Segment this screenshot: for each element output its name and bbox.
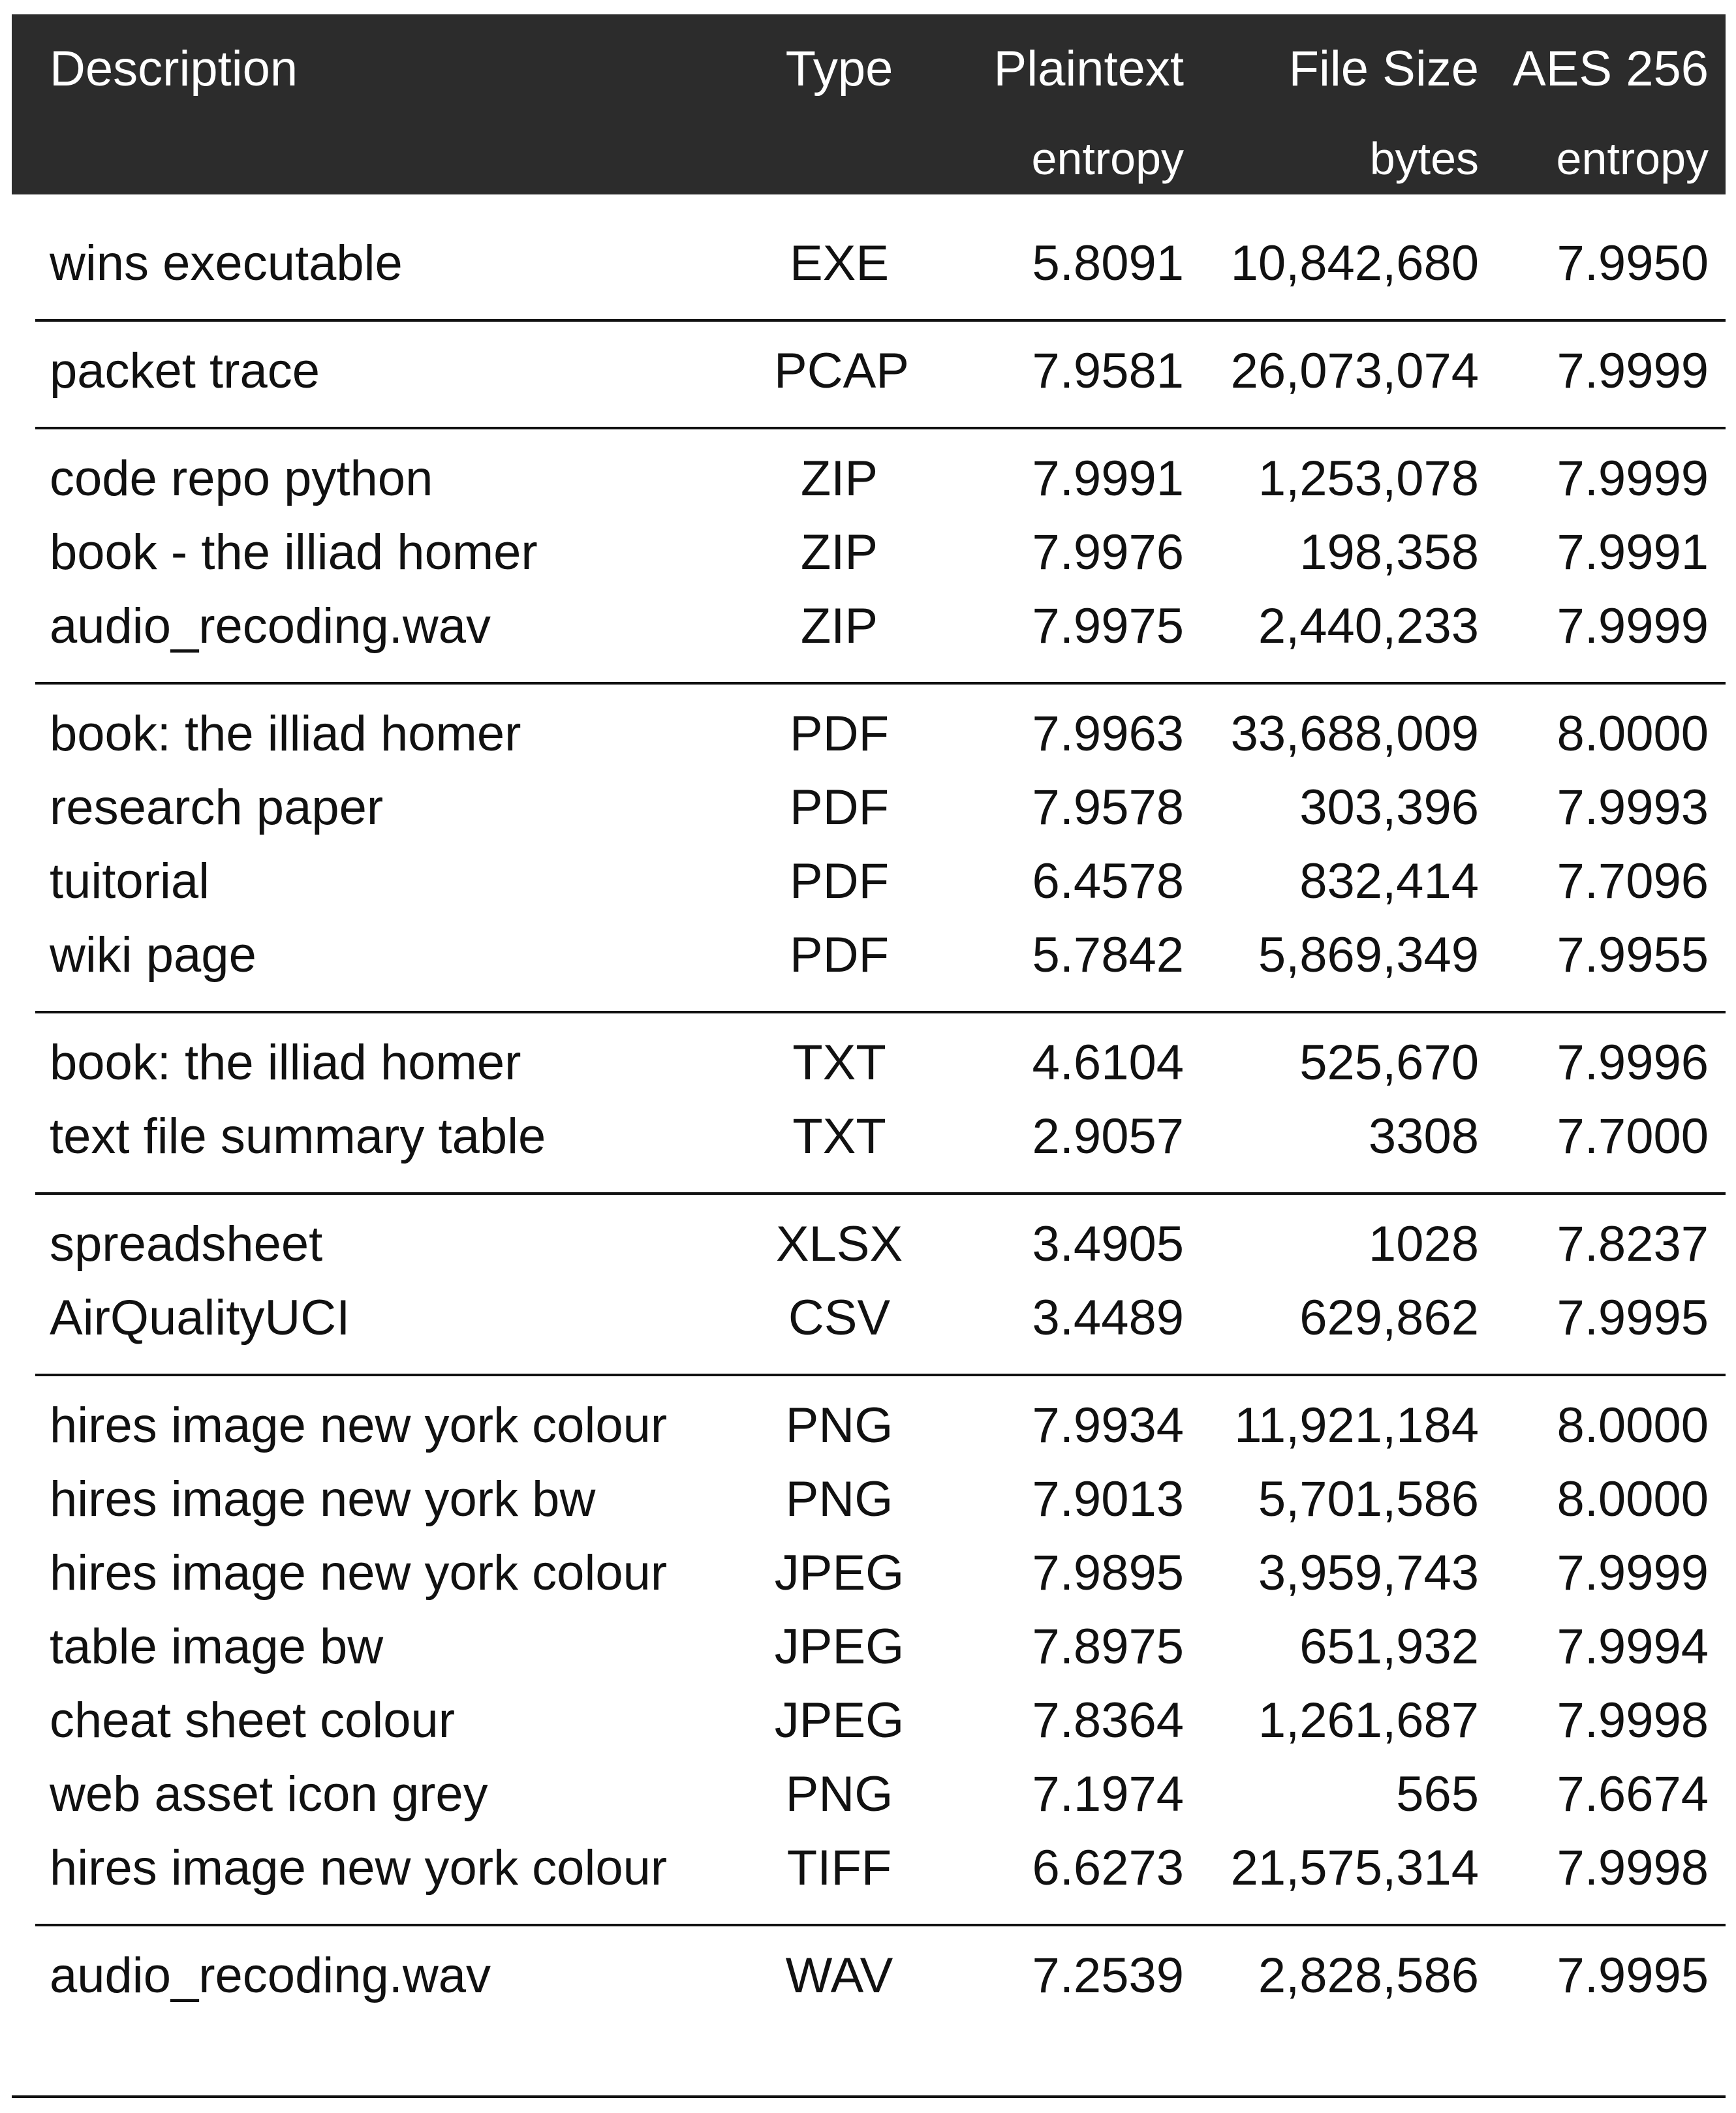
cell-file-size: 2,828,586 [1258,1948,1479,2003]
cell-plaintext-entropy: 7.9013 [1032,1472,1184,1527]
cell-type: PNG [785,1398,893,1453]
row-group [12,194,1726,319]
table-row [12,921,1726,995]
cell-type: XLSX [775,1216,903,1272]
table-row [12,337,1726,411]
cell-file-size: 3,959,743 [1258,1545,1479,1601]
cell-type: WAV [785,1948,893,2003]
cell-plaintext-entropy: 6.4578 [1032,854,1184,909]
cell-file-size: 565 [1396,1766,1479,1822]
cell-plaintext-entropy: 4.6104 [1032,1035,1184,1090]
cell-description: hires image new york colour [50,1840,668,1896]
cell-plaintext-entropy: 7.1974 [1032,1766,1184,1822]
cell-aes-entropy: 7.9950 [1557,236,1709,291]
cell-description: code repo python [50,451,433,506]
cell-type: PDF [790,706,889,762]
cell-description: table image bw [50,1619,384,1674]
cell-plaintext-entropy: 3.4489 [1032,1290,1184,1346]
cell-file-size: 5,701,586 [1258,1472,1479,1527]
cell-plaintext-entropy: 7.9895 [1032,1545,1184,1601]
row-group [12,1195,1726,1374]
cell-description: book: the illiad homer [50,706,521,762]
cell-plaintext-entropy: 7.9991 [1032,451,1184,506]
table-row [12,1029,1726,1103]
cell-type: CSV [788,1290,891,1346]
cell-description: audio_recoding.wav [50,1948,491,2003]
cell-plaintext-entropy: 3.4905 [1032,1216,1184,1272]
cell-description: packet trace [50,343,320,399]
cell-description: cheat sheet colour [50,1693,456,1748]
cell-type: TIFF [786,1840,892,1896]
cell-description: book: the illiad homer [50,1035,521,1090]
header-description: Description [50,41,298,97]
table-row [12,1942,1726,2016]
cell-aes-entropy: 7.9955 [1557,927,1709,983]
table-row [12,700,1726,774]
cell-file-size: 832,414 [1299,854,1479,909]
cell-aes-entropy: 7.9995 [1557,1290,1709,1346]
cell-description: research paper [50,780,384,835]
cell-plaintext-entropy: 5.8091 [1032,236,1184,291]
cell-file-size: 629,862 [1299,1290,1479,1346]
cell-description: book - the illiad homer [50,525,538,580]
cell-type: PNG [785,1472,893,1527]
header-aes-sub: entropy [1556,133,1709,184]
cell-type: PNG [785,1766,893,1822]
cell-file-size: 651,932 [1299,1619,1479,1674]
cell-file-size: 303,396 [1299,780,1479,835]
table-row [12,445,1726,519]
cell-plaintext-entropy: 6.6273 [1032,1840,1184,1896]
cell-aes-entropy: 7.9999 [1557,1545,1709,1601]
cell-plaintext-entropy: 7.9963 [1032,706,1184,762]
header-type: Type [785,41,893,97]
row-group [12,685,1726,1011]
cell-type: JPEG [774,1619,905,1674]
cell-aes-entropy: 7.9994 [1557,1619,1709,1674]
cell-plaintext-entropy: 5.7842 [1032,927,1184,983]
cell-file-size: 10,842,680 [1230,236,1479,291]
cell-description: hires image new york bw [50,1472,596,1527]
header-plaintext: Plaintext [993,41,1184,97]
cell-description: text file summary table [50,1109,546,1164]
cell-aes-entropy: 7.7000 [1557,1109,1709,1164]
row-group [12,1926,1726,2031]
table-row [12,1834,1726,1908]
table-row [12,1761,1726,1834]
row-group [12,429,1726,682]
cell-plaintext-entropy: 7.8364 [1032,1693,1184,1748]
cell-file-size: 1028 [1368,1216,1479,1272]
cell-description: AirQualityUCI [50,1290,350,1346]
cell-plaintext-entropy: 7.9578 [1032,780,1184,835]
cell-aes-entropy: 8.0000 [1557,1398,1709,1453]
table-row [12,1211,1726,1284]
cell-file-size: 525,670 [1299,1035,1479,1090]
cell-type: JPEG [774,1545,905,1601]
row-group [12,322,1726,427]
table-row [12,519,1726,593]
cell-description: tuitorial [50,854,209,909]
cell-plaintext-entropy: 2.9057 [1032,1109,1184,1164]
cell-aes-entropy: 7.8237 [1557,1216,1709,1272]
cell-file-size: 21,575,314 [1230,1840,1479,1896]
cell-aes-entropy: 7.6674 [1557,1766,1709,1822]
cell-type: PDF [790,854,889,909]
cell-description: web asset icon grey [50,1766,488,1822]
cell-type: PDF [790,927,889,983]
cell-file-size: 2,440,233 [1258,598,1479,654]
cell-aes-entropy: 7.9999 [1557,343,1709,399]
table-row [12,848,1726,921]
cell-type: JPEG [774,1693,905,1748]
cell-aes-entropy: 8.0000 [1557,1472,1709,1527]
cell-plaintext-entropy: 7.9975 [1032,598,1184,654]
cell-type: ZIP [800,525,878,580]
cell-description: audio_recoding.wav [50,598,491,654]
cell-description: hires image new york colour [50,1545,668,1601]
cell-aes-entropy: 7.9996 [1557,1035,1709,1090]
cell-aes-entropy: 7.9998 [1557,1840,1709,1896]
table-row [12,1613,1726,1687]
cell-file-size: 1,261,687 [1258,1693,1479,1748]
cell-plaintext-entropy: 7.8975 [1032,1619,1184,1674]
table-body [12,194,1726,2098]
table-row [12,1284,1726,1358]
cell-aes-entropy: 7.7096 [1557,854,1709,909]
header-filesize-sub: bytes [1369,133,1479,184]
table-row [12,593,1726,666]
cell-type: ZIP [800,598,878,654]
cell-file-size: 26,073,074 [1230,343,1479,399]
cell-type: PCAP [774,343,909,399]
cell-aes-entropy: 7.9999 [1557,598,1709,654]
cell-aes-entropy: 7.9995 [1557,1948,1709,2003]
cell-plaintext-entropy: 7.9934 [1032,1398,1184,1453]
table-row [12,1687,1726,1761]
table-row [12,1539,1726,1613]
table-row [12,774,1726,848]
cell-plaintext-entropy: 7.9976 [1032,525,1184,580]
cell-type: PDF [790,780,889,835]
table-bottom-rule [12,2095,1726,2098]
cell-plaintext-entropy: 7.9581 [1032,343,1184,399]
cell-aes-entropy: 7.9999 [1557,451,1709,506]
cell-description: hires image new york colour [50,1398,668,1453]
cell-file-size: 5,869,349 [1258,927,1479,983]
cell-type: TXT [792,1109,886,1164]
table-row [12,1103,1726,1177]
cell-description: wins executable [50,236,403,291]
cell-description: wiki page [50,927,256,983]
header-filesize: File Size [1288,41,1479,97]
header-aes: AES 256 [1513,41,1709,97]
cell-type: ZIP [800,451,878,506]
cell-plaintext-entropy: 7.2539 [1032,1948,1184,2003]
cell-type: TXT [792,1035,886,1090]
table-header [12,14,1726,194]
cell-description: spreadsheet [50,1216,323,1272]
cell-file-size: 3308 [1368,1109,1479,1164]
table-row [12,1466,1726,1539]
cell-type: EXE [789,236,890,291]
table-row [12,230,1726,303]
row-group [12,1013,1726,1192]
cell-file-size: 198,358 [1299,525,1479,580]
cell-aes-entropy: 8.0000 [1557,706,1709,762]
header-plaintext-sub: entropy [1031,133,1184,184]
cell-file-size: 11,921,184 [1234,1398,1479,1453]
table-row [12,1392,1726,1466]
cell-file-size: 33,688,009 [1230,706,1479,762]
cell-aes-entropy: 7.9993 [1557,780,1709,835]
row-group [12,1376,1726,1924]
cell-aes-entropy: 7.9991 [1557,525,1709,580]
cell-aes-entropy: 7.9998 [1557,1693,1709,1748]
entropy-table [12,14,1726,2098]
cell-file-size: 1,253,078 [1258,451,1479,506]
